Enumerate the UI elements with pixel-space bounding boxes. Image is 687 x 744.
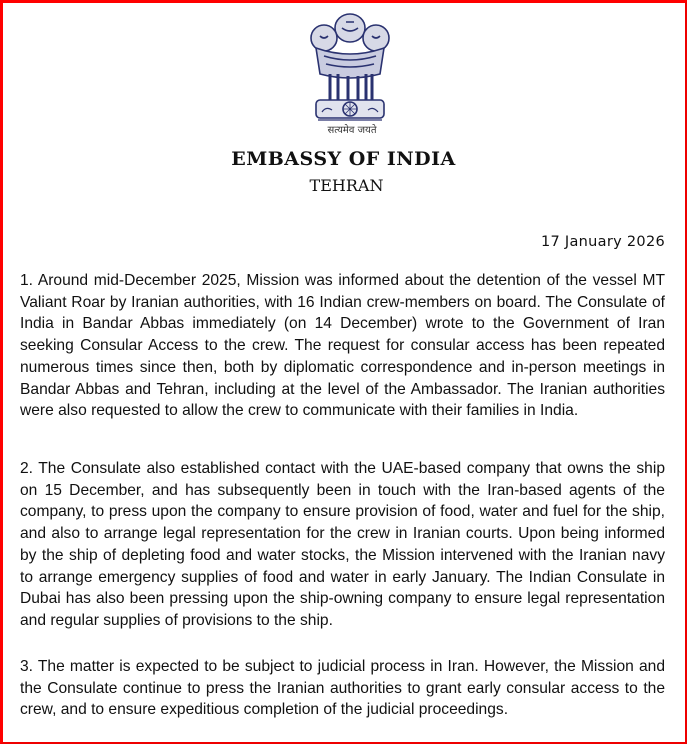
page-title: EMBASSY OF INDIA: [231, 148, 456, 170]
emblem-motto: सत्यमेव जयते: [327, 125, 377, 136]
document-date: 17 January 2026: [540, 234, 665, 250]
page-subtitle: TEHRAN: [309, 176, 384, 195]
paragraph-3: 3. The matter is expected to be subject to judicial process in Iran. However, the Mission and the Consulate continue to press the Iranian authorities to grant early consular access to the crew, and to ensure expeditious completion of the judicial proceedings.: [20, 658, 665, 719]
national-emblem-icon: [302, 6, 398, 136]
paragraph-2: 2. The Consulate also established contact with the UAE-based company that owns the ship on 15 December, and has subsequently been in touch with the Iran-based agents of the company, to press upon the company to ensure provision of food, water and fuel for the ship, and also to arrange legal representation for the crew in Iranian courts. Upon being informed by the ship of depleting food and water stocks, the Mission intervened with the Iranian navy to arrange emergency supplies of food and water in early January. The Indian Consulate in Dubai has also been pressing upon the ship-owning company to ensure legal representation and regular supplies of provisions to the ship.: [20, 460, 665, 629]
paragraph-1: 1. Around mid-December 2025, Mission was informed about the detention of the vessel MT Valiant Roar by Iranian authorities, with 16 Indian crew-members on board. The Consulate of India in Bandar Abbas immediately (on 14 December) wrote to the Government of Iran seeking Consular Access to the crew. The request for consular access has been repeated numerous times since then, both by diplomatic correspondence and in-person meetings in Bandar Abbas and Tehran, including at the level of the Ambassador. The Iranian authorities were also requested to allow the crew to communicate with their families in India.: [20, 272, 665, 420]
